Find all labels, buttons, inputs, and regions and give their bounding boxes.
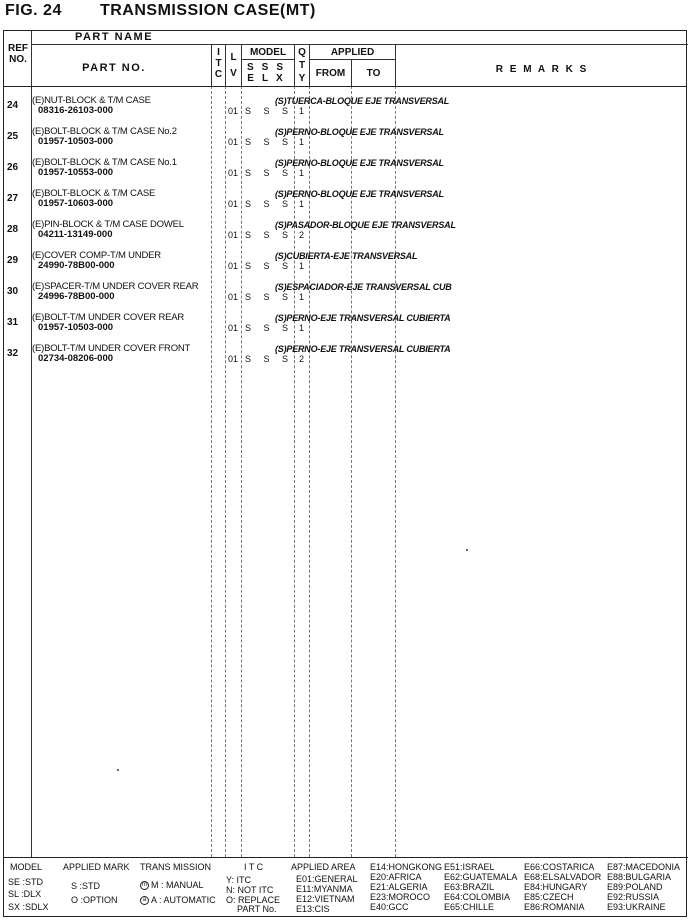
level-value: 01 bbox=[228, 261, 239, 271]
part-name-header: PART NAME bbox=[74, 31, 154, 43]
applied-header: APPLIED bbox=[330, 47, 375, 58]
qty-header bbox=[295, 47, 309, 84]
model-applicability: S S S bbox=[245, 137, 294, 147]
itc-header-i: I bbox=[217, 47, 220, 58]
part-number: 08316-26103-000 bbox=[38, 105, 114, 116]
part-number: 24996-78B00-000 bbox=[38, 291, 115, 302]
level-value: 01 bbox=[228, 354, 239, 364]
part-row bbox=[4, 188, 688, 219]
quantity: 2 bbox=[299, 354, 305, 364]
lv-header-l: L bbox=[230, 52, 237, 63]
qty-header-y: Y bbox=[298, 73, 306, 84]
ref-no-header bbox=[6, 43, 30, 65]
model-applicability: S S S bbox=[245, 323, 294, 333]
legend-area-item: E12:VIETNAM bbox=[296, 894, 355, 904]
itc-header-t: T bbox=[215, 58, 222, 69]
part-name: (E)BOLT-BLOCK & T/M CASE No.2 bbox=[32, 126, 177, 137]
legend-area-item: E13:CIS bbox=[296, 904, 330, 914]
qty-header-t: T bbox=[298, 60, 306, 71]
level-value: 01 bbox=[228, 230, 239, 240]
legend-mark-std: S :STD bbox=[71, 881, 101, 891]
part-number: 24990-78B00-000 bbox=[38, 260, 115, 271]
part-number: 02734-08206-000 bbox=[38, 353, 114, 364]
legend-model-sx: SX :SDLX bbox=[8, 902, 49, 912]
part-row bbox=[4, 343, 688, 374]
scan-speck bbox=[466, 549, 468, 551]
model-applicability: S S S bbox=[245, 199, 294, 209]
legend-area-item: E23:MOROCO bbox=[370, 892, 431, 902]
legend-area-item: E85:CZECH bbox=[524, 892, 574, 902]
part-name: (E)BOLT-T/M UNDER COVER FRONT bbox=[32, 343, 191, 354]
legend-itc-y: Y: ITC bbox=[226, 875, 252, 885]
remark-text: (S)PERNO-EJE TRANSVERSAL CUBIERTA bbox=[275, 313, 451, 323]
model-sub-header bbox=[244, 62, 294, 84]
ref-number: 29 bbox=[7, 255, 19, 266]
page-title bbox=[5, 2, 316, 20]
legend-area-item: E65:CHILLE bbox=[444, 902, 495, 912]
ref-header-line2: NO. bbox=[9, 54, 27, 65]
remark-text: (S)PERNO-EJE TRANSVERSAL CUBIERTA bbox=[275, 344, 451, 354]
part-number: 01957-10503-000 bbox=[38, 322, 114, 333]
legend-area-item: E68:ELSALVADOR bbox=[524, 872, 602, 882]
part-name: (E)PIN-BLOCK & T/M CASE DOWEL bbox=[32, 219, 184, 230]
legend-area-item: E01:GENERAL bbox=[296, 874, 358, 884]
remark-text: (S)PASADOR-BLOQUE EJE TRANSVERSAL bbox=[275, 220, 456, 230]
model-sx-x: X bbox=[276, 73, 291, 84]
header-bottom-rule bbox=[4, 86, 686, 87]
from-header: FROM bbox=[315, 68, 346, 79]
part-row bbox=[4, 219, 688, 250]
quantity: 1 bbox=[299, 323, 305, 333]
part-name: (E)NUT-BLOCK & T/M CASE bbox=[32, 95, 151, 106]
part-name: (E)COVER COMP-T/M UNDER bbox=[32, 250, 161, 261]
lv-header bbox=[226, 52, 241, 79]
parts-sheet bbox=[3, 30, 687, 917]
itc-header-c: C bbox=[214, 69, 223, 80]
legend-area-item: E21:ALGERIA bbox=[370, 882, 428, 892]
legend-footer bbox=[4, 857, 688, 918]
quantity: 1 bbox=[299, 168, 305, 178]
legend-area-item: E11:MYANMA bbox=[296, 884, 353, 894]
level-value: 01 bbox=[228, 292, 239, 302]
header-rule bbox=[309, 59, 395, 60]
quantity: 1 bbox=[299, 292, 305, 302]
legend-area-item: E87:MACEDONIA bbox=[607, 862, 681, 872]
legend-area-item: E86:ROMANIA bbox=[524, 902, 585, 912]
model-applicability: S S S bbox=[245, 292, 294, 302]
ref-number: 28 bbox=[7, 224, 19, 235]
legend-transmission-head: TRANS MISSION bbox=[140, 862, 212, 872]
model-sl-s: S bbox=[261, 62, 277, 73]
legend-area-item: E64:COLOMBIA bbox=[444, 892, 511, 902]
remark-text: (S)PERNO-BLOQUE EJE TRANSVERSAL bbox=[275, 127, 444, 137]
scan-speck bbox=[117, 769, 119, 771]
part-name: (E)BOLT-BLOCK & T/M CASE bbox=[32, 188, 156, 199]
part-number: 01957-10503-000 bbox=[38, 136, 114, 147]
legend-area-item: E63:BRAZIL bbox=[444, 882, 495, 892]
ref-header-line1: REF bbox=[8, 43, 28, 54]
level-value: 01 bbox=[228, 199, 239, 209]
part-number: 04211-13149-000 bbox=[38, 229, 113, 240]
model-applicability: S S S bbox=[245, 168, 294, 178]
remark-text: (S)TUERCA-BLOQUE EJE TRANSVERSAL bbox=[275, 96, 450, 106]
part-row bbox=[4, 250, 688, 281]
model-se-e: E bbox=[247, 73, 262, 84]
legend-itc-o: O: REPLACE bbox=[226, 895, 281, 905]
itc-header bbox=[212, 47, 225, 80]
ref-number: 24 bbox=[7, 100, 19, 111]
remark-text: (S)PERNO-BLOQUE EJE TRANSVERSAL bbox=[275, 158, 444, 168]
quantity: 1 bbox=[299, 261, 305, 271]
ref-number: 32 bbox=[7, 348, 19, 359]
model-header: MODEL bbox=[249, 47, 287, 58]
header-rule bbox=[241, 59, 294, 60]
legend-area-item: E51:ISRAEL bbox=[444, 862, 495, 872]
model-applicability: S S S bbox=[245, 230, 294, 240]
legend-manual bbox=[140, 880, 204, 890]
model-sx-s: S bbox=[276, 62, 291, 73]
model-applicability: S S S bbox=[245, 354, 294, 364]
quantity: 1 bbox=[299, 199, 305, 209]
ref-number: 25 bbox=[7, 131, 19, 142]
legend-itc-head: I T C bbox=[244, 862, 264, 872]
remark-text: (S)PERNO-BLOQUE EJE TRANSVERSAL bbox=[275, 189, 444, 199]
ref-number: 30 bbox=[7, 286, 19, 297]
legend-area-item: E84:HUNGARY bbox=[524, 882, 588, 892]
legend-area-item: E66:COSTARICA bbox=[524, 862, 595, 872]
legend-model-sl: SL :DLX bbox=[8, 889, 42, 899]
legend-manual-label: M : MANUAL bbox=[151, 880, 204, 890]
legend-model-head: MODEL bbox=[10, 862, 43, 872]
legend-model-se: SE :STD bbox=[8, 877, 44, 887]
legend-area-item: E40:GCC bbox=[370, 902, 409, 912]
part-row bbox=[4, 126, 688, 157]
model-applicability: S S S bbox=[245, 106, 294, 116]
ref-number: 31 bbox=[7, 317, 19, 328]
legend-applied-mark-head: APPLIED MARK bbox=[63, 862, 130, 872]
legend-area-item: E20:AFRICA bbox=[370, 872, 422, 882]
quantity: 2 bbox=[299, 230, 305, 240]
automatic-icon: a bbox=[140, 896, 149, 905]
level-value: 01 bbox=[228, 168, 239, 178]
legend-area-item: E88:BULGARIA bbox=[607, 872, 672, 882]
to-header: TO bbox=[366, 68, 381, 79]
ref-number: 26 bbox=[7, 162, 19, 173]
remarks-header: R E M A R K S bbox=[495, 64, 589, 75]
model-applicability: S S S bbox=[245, 261, 294, 271]
part-number: 01957-10553-000 bbox=[38, 167, 114, 178]
legend-automatic bbox=[140, 895, 216, 905]
legend-area-item: E89:POLAND bbox=[607, 882, 663, 892]
quantity: 1 bbox=[299, 106, 305, 116]
part-name: (E)SPACER-T/M UNDER COVER REAR bbox=[32, 281, 199, 292]
remark-text: (S)ESPACIADOR-EJE TRANSVERSAL CUB bbox=[275, 282, 452, 292]
remark-text: (S)CUBIERTA-EJE TRANSVERSAL bbox=[275, 251, 418, 261]
model-se-s: S bbox=[246, 62, 262, 73]
legend-area-item: E92:RUSSIA bbox=[607, 892, 660, 902]
part-row bbox=[4, 312, 688, 343]
legend-automatic-label: A : AUTOMATIC bbox=[151, 895, 216, 905]
legend-mark-option: O :OPTION bbox=[71, 895, 118, 905]
part-name: (E)BOLT-BLOCK & T/M CASE No.1 bbox=[32, 157, 177, 168]
level-value: 01 bbox=[228, 106, 239, 116]
legend-area-item: E62:GUATEMALA bbox=[444, 872, 518, 882]
part-no-header: PART NO. bbox=[82, 62, 146, 74]
legend-area-item: E14:HONGKONG bbox=[370, 862, 443, 872]
figure-number: FIG. 24 bbox=[5, 2, 62, 19]
legend-itc-part-no: PART No. bbox=[237, 904, 277, 914]
ref-number: 27 bbox=[7, 193, 19, 204]
part-row bbox=[4, 95, 688, 126]
qty-header-q: Q bbox=[298, 47, 306, 58]
model-sl-l: L bbox=[261, 73, 277, 84]
level-value: 01 bbox=[228, 323, 239, 333]
legend-area-head: APPLIED AREA bbox=[291, 862, 356, 872]
part-number: 01957-10603-000 bbox=[38, 198, 114, 209]
manual-icon: m bbox=[142, 882, 147, 889]
level-value: 01 bbox=[228, 137, 239, 147]
lv-header-v: V bbox=[230, 68, 237, 79]
header-rule bbox=[31, 44, 688, 45]
legend-itc-n: N: NOT ITC bbox=[226, 885, 274, 895]
part-row bbox=[4, 281, 688, 312]
legend-area-item: E93:UKRAINE bbox=[607, 902, 666, 912]
part-name: (E)BOLT-T/M UNDER COVER REAR bbox=[32, 312, 185, 323]
figure-title: TRANSMISSION CASE(MT) bbox=[99, 2, 316, 19]
quantity: 1 bbox=[299, 137, 305, 147]
part-row bbox=[4, 157, 688, 188]
